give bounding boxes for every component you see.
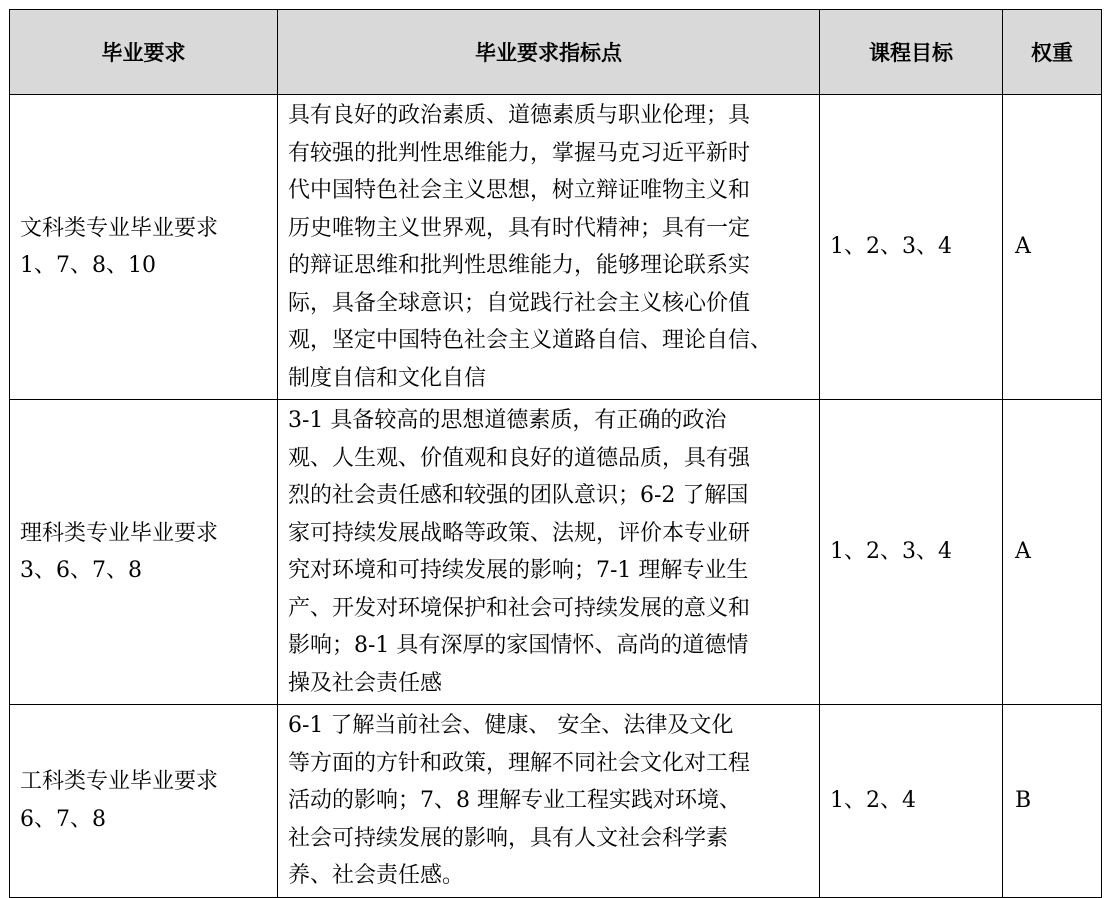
indicator-line: 3-1 具备较高的思想道德素质，有正确的政治 xyxy=(288,408,727,433)
indicator-line: 活动的影响；7、8 理解专业工程实践对环境、 xyxy=(288,788,741,813)
indicator-line: 操及社会责任感 xyxy=(288,670,443,696)
requirement-numbers: 3、6、7、8 xyxy=(20,558,142,583)
indicator-line: 具有良好的政治素质、道德素质与职业伦理；具 xyxy=(288,103,751,128)
indicator-line: 际，具备全球意识；自觉践行社会主义核心价值 xyxy=(288,290,751,316)
requirement-title: 文科类专业毕业要求 xyxy=(20,215,219,241)
header-row xyxy=(10,10,1102,95)
requirement-numbers: 1、7、8、10 xyxy=(20,253,156,278)
requirement-numbers: 6、7、8 xyxy=(20,806,106,832)
weight-cell: B xyxy=(1003,705,1102,898)
requirement-title: 工科类专业毕业要求 xyxy=(20,769,219,795)
indicator-line: 养、社会责任感。 xyxy=(288,863,465,888)
requirement-title: 理科类专业毕业要求 xyxy=(20,520,219,546)
goal-cell: 1、2、3、4 xyxy=(820,400,1003,705)
indicator-line: 烈的社会责任感和较强的团队意识；6-2 了解国 xyxy=(288,483,749,508)
requirement-cell xyxy=(10,400,278,705)
indicator-line: 观、人生观、价值观和良好的道德品质，具有强 xyxy=(288,445,751,471)
header-requirement: 毕业要求 xyxy=(10,10,278,95)
indicator-line: 制度自信和文化自信 xyxy=(288,365,487,391)
graduation-requirements-table xyxy=(9,9,1102,898)
header-indicator: 毕业要求指标点 xyxy=(278,10,820,95)
indicator-line: 的辩证思维和批判性思维能力，能够理论联系实 xyxy=(288,253,751,278)
requirement-cell xyxy=(10,705,278,898)
indicator-line: 产、开发对环境保护和社会可持续发展的意义和 xyxy=(288,595,751,621)
weight-cell: A xyxy=(1003,400,1102,705)
indicator-line: 社会可持续发展的影响，具有人文社会科学素 xyxy=(288,825,729,851)
goal-cell: 1、2、3、4 xyxy=(820,95,1003,400)
indicator-line: 观，坚定中国特色社会主义道路自信、理论自信、 xyxy=(288,328,773,353)
indicator-cell xyxy=(278,400,820,705)
indicator-line: 有较强的批判性思维能力，掌握马克习近平新时 xyxy=(288,140,751,166)
indicator-line: 历史唯物主义世界观，具有时代精神；具有一定 xyxy=(288,215,751,241)
goal-cell: 1、2、4 xyxy=(820,705,1003,898)
header-goal: 课程目标 xyxy=(820,10,1003,95)
requirement-cell xyxy=(10,95,278,400)
indicator-line: 等方面的方针和政策，理解不同社会文化对工程 xyxy=(288,750,751,776)
table-row xyxy=(10,400,1102,705)
header-weight: 权重 xyxy=(1003,10,1102,95)
weight-cell: A xyxy=(1003,95,1102,400)
indicator-line: 6-1 了解当前社会、健康、 安全、法律及文化 xyxy=(288,713,734,738)
indicator-line: 影响；8-1 具有深厚的家国情怀、高尚的道德情 xyxy=(288,633,749,658)
table-row xyxy=(10,705,1102,898)
indicator-line: 代中国特色社会主义思想，树立辩证唯物主义和 xyxy=(288,178,751,203)
indicator-cell xyxy=(278,95,820,400)
table-row xyxy=(10,95,1102,400)
indicator-line: 家可持续发展战略等政策、法规，评价本专业研 xyxy=(288,520,751,546)
indicator-cell xyxy=(278,705,820,898)
indicator-line: 究对环境和可持续发展的影响；7-1 理解专业生 xyxy=(288,558,749,583)
